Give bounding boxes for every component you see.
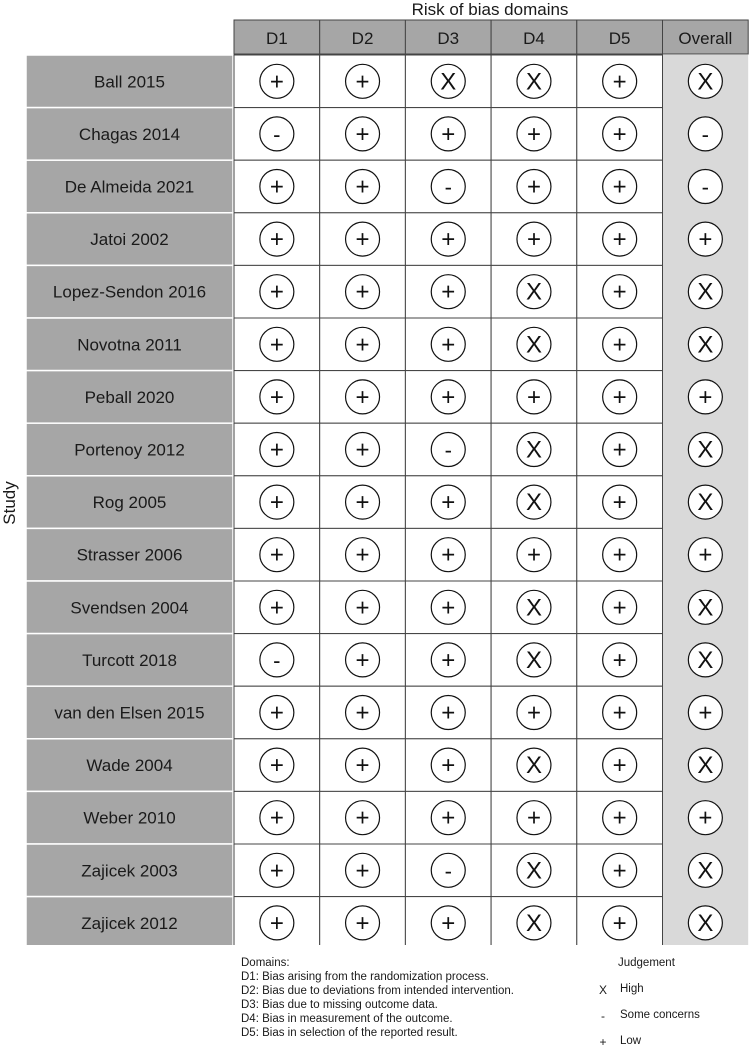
judgement-symbol-d4: X: [525, 331, 542, 359]
judgement-symbol-d3: -: [444, 174, 452, 200]
judgement-symbol-d3: -: [444, 437, 452, 463]
study-name: Strasser 2006: [76, 545, 183, 565]
judgement-symbol-d3: X: [440, 68, 457, 96]
judgement-symbol-overall: +: [698, 804, 713, 832]
study-row-peball-2020: [26, 371, 722, 424]
judgement-symbol-d4: +: [526, 541, 541, 569]
study-row-zajicek-2003: [26, 844, 722, 897]
judgement-symbol-overall: X: [697, 331, 714, 359]
judgement-some-concerns-symbol: -: [601, 1009, 605, 1023]
judgement-symbol-d5: +: [612, 383, 627, 411]
judgement-symbol-d5: +: [612, 909, 627, 937]
study-row-turcott-2018: [26, 634, 722, 687]
judgement-symbol-d4: X: [525, 857, 542, 885]
judgement-low: [596, 1035, 746, 1051]
judgement-symbol-d2: +: [355, 226, 370, 254]
judgement-symbol-overall: +: [698, 226, 713, 254]
judgement-symbol-d4: +: [526, 226, 541, 254]
study-name: Peball 2020: [84, 387, 175, 407]
header-label-d2: D2: [351, 29, 374, 48]
judgement-symbol-d2: +: [355, 331, 370, 359]
judgement-symbol-d1: +: [269, 436, 284, 464]
judgement-symbol-d2: +: [355, 909, 370, 937]
judgement-symbol-overall: X: [697, 436, 714, 464]
judgement-symbol-d4: X: [525, 278, 542, 306]
judgement-symbol-d1: +: [269, 752, 284, 780]
judgement-symbol-d5: +: [612, 68, 627, 96]
study-row-jatoi-2002: [26, 213, 722, 266]
judgement-symbol-d3: +: [441, 489, 456, 517]
judgement-symbol-d5: +: [612, 804, 627, 832]
judgement-symbol-d1: +: [269, 173, 284, 201]
judgement-symbol-d5: +: [612, 699, 627, 727]
domains-legend: [241, 956, 514, 1040]
judgement-symbol-d5: +: [612, 646, 627, 674]
study-row-ball-2015: [26, 55, 722, 108]
judgement-symbol-d3: +: [441, 541, 456, 569]
judgement-symbol-d5: +: [612, 752, 627, 780]
study-rows: [26, 55, 748, 945]
judgement-symbol-overall: X: [697, 594, 714, 622]
judgement-symbol-d5: +: [612, 857, 627, 885]
judgement-symbol-d4: X: [525, 646, 542, 674]
judgement-symbol-d5: +: [612, 594, 627, 622]
study-name: Portenoy 2012: [74, 440, 185, 460]
judgement-symbol-overall: X: [697, 646, 714, 674]
header-label-overall: Overall: [678, 29, 733, 48]
study-row-de-almeida-2021: [26, 160, 722, 213]
study-name: Turcott 2018: [82, 650, 177, 670]
judgement-high-label: High: [620, 983, 644, 995]
judgement-symbol-overall: X: [697, 752, 714, 780]
study-name: Chagas 2014: [78, 124, 181, 144]
study-name: Zajicek 2012: [81, 913, 178, 933]
study-row-zajicek-2012: [26, 897, 722, 945]
study-row-svendsen-2004: [26, 581, 722, 634]
study-row-chagas-2014: [26, 108, 722, 161]
study-name: Wade 2004: [86, 756, 173, 776]
domain-headers: [234, 20, 748, 54]
judgement-symbol-d5: +: [612, 541, 627, 569]
study-name: Lopez-Sendon 2016: [52, 282, 207, 302]
judgement-symbol-d3: +: [441, 804, 456, 832]
judgement-symbol-d1: +: [269, 331, 284, 359]
judgement-symbol-d2: +: [355, 646, 370, 674]
study-row-lopez-sendon-2016: [26, 265, 722, 318]
judgement-symbol-d5: +: [612, 120, 627, 148]
study-row-wade-2004: [26, 739, 722, 792]
study-row-novotna-2011: [26, 318, 722, 371]
judgement-symbol-d3: +: [441, 383, 456, 411]
judgement-symbol-d4: X: [525, 436, 542, 464]
judgement-symbol-d2: +: [355, 541, 370, 569]
judgement-symbol-d2: +: [355, 699, 370, 727]
domains-heading: Domains:: [241, 957, 290, 969]
judgement-symbol-d4: X: [525, 752, 542, 780]
judgement-symbol-d1: +: [269, 68, 284, 96]
judgement-symbol-overall: X: [697, 68, 714, 96]
judgement-symbol-d1: +: [269, 541, 284, 569]
judgement-symbol-d2: +: [355, 436, 370, 464]
judgement-symbol-overall: -: [701, 121, 710, 147]
judgement-symbol-d1: +: [269, 804, 284, 832]
judgement-symbol-d1: +: [269, 278, 284, 306]
judgement-symbol-d3: +: [441, 120, 456, 148]
judgement-symbol-d2: +: [355, 120, 370, 148]
judgement-symbol-d5: +: [612, 226, 627, 254]
judgement-symbol-d1: -: [273, 647, 281, 673]
judgement-symbol-d2: +: [355, 857, 370, 885]
judgement-symbol-overall: X: [697, 489, 714, 517]
domain-desc-d3: D3: Bias due to missing outcome data.: [241, 999, 438, 1011]
study-row-rog-2005: [26, 476, 722, 529]
judgement-symbol-d2: +: [355, 804, 370, 832]
judgement-symbol-d4: X: [525, 68, 542, 96]
judgement-symbol-overall: X: [697, 857, 714, 885]
judgement-symbol-d5: +: [612, 331, 627, 359]
judgement-symbol-overall: -: [701, 174, 710, 200]
study-row-strasser-2006: [26, 528, 722, 581]
judgement-symbol-overall: +: [698, 541, 713, 569]
study-name: Svendsen 2004: [70, 598, 189, 618]
judgement-symbol-d3: +: [441, 278, 456, 306]
judgement-symbol-d3: +: [441, 226, 456, 254]
judgement-symbol-d3: +: [441, 699, 456, 727]
header-label-d3: D3: [437, 29, 460, 48]
domain-desc-d2: D2: Bias due to deviations from intended intervention.: [241, 985, 514, 997]
judgement-symbol-d1: +: [269, 699, 284, 727]
judgement-high-symbol: X: [598, 983, 607, 997]
judgement-high: [596, 983, 746, 999]
study-name: Novotna 2011: [77, 335, 182, 355]
judgement-symbol-overall: X: [697, 278, 714, 306]
study-name: De Almeida 2021: [64, 177, 195, 197]
judgement-symbol-overall: X: [697, 909, 714, 937]
chart-title: Risk of bias domains: [411, 0, 569, 19]
judgement-symbol-d3: +: [441, 594, 456, 622]
judgement-symbol-d1: +: [269, 909, 284, 937]
judgement-symbol-d2: +: [355, 278, 370, 306]
study-row-weber-2010: [26, 791, 722, 844]
judgement-symbol-d1: +: [269, 857, 284, 885]
judgement-symbol-overall: +: [698, 699, 713, 727]
judgement-symbol-d1: +: [269, 594, 284, 622]
judgement-symbol-d4: X: [525, 594, 542, 622]
judgement-symbol-d3: +: [441, 909, 456, 937]
judgement-symbol-d5: +: [612, 489, 627, 517]
judgement-symbol-d3: +: [441, 331, 456, 359]
study-name: Rog 2005: [92, 493, 167, 513]
judgement-low-symbol: +: [599, 1035, 607, 1049]
judgement-symbol-d1: +: [269, 383, 284, 411]
judgement-symbol-d2: +: [355, 68, 370, 96]
domain-desc-d5: D5: Bias in selection of the reported result.: [241, 1027, 458, 1039]
judgement-symbol-d4: +: [526, 804, 541, 832]
judgement-symbol-d3: +: [441, 752, 456, 780]
judgement-symbol-d4: +: [526, 173, 541, 201]
study-row-van-den-elsen-2015: [26, 686, 722, 739]
study-name: van den Elsen 2015: [54, 703, 205, 723]
judgement-some-concerns-label: Some concerns: [620, 1009, 700, 1021]
judgement-some-concerns: [596, 1009, 750, 1025]
study-name: Jatoi 2002: [90, 230, 169, 250]
judgement-symbol-d5: +: [612, 436, 627, 464]
judgement-symbol-d4: +: [526, 383, 541, 411]
judgement-symbol-d4: X: [525, 489, 542, 517]
judgement-heading: Judgement: [618, 957, 675, 969]
judgement-symbol-d4: +: [526, 120, 541, 148]
judgement-symbol-overall: +: [698, 383, 713, 411]
judgement-symbol-d1: +: [269, 226, 284, 254]
judgement-symbol-d2: +: [355, 489, 370, 517]
judgement-symbol-d3: -: [444, 858, 452, 884]
judgement-symbol-d2: +: [355, 173, 370, 201]
study-name: Ball 2015: [94, 72, 165, 92]
judgement-symbol-d2: +: [355, 594, 370, 622]
header-label-d1: D1: [265, 29, 288, 48]
header-label-d4: D4: [523, 29, 545, 48]
judgement-symbol-d2: +: [355, 752, 370, 780]
judgement-symbol-d3: +: [441, 646, 456, 674]
study-name: Zajicek 2003: [81, 861, 178, 881]
y-axis-label: Study: [0, 481, 19, 525]
study-row-portenoy-2012: [26, 423, 722, 476]
judgement-symbol-d2: +: [355, 383, 370, 411]
judgement-symbol-d1: -: [273, 121, 281, 147]
judgement-symbol-d4: +: [526, 699, 541, 727]
domain-desc-d4: D4: Bias in measurement of the outcome.: [241, 1013, 453, 1025]
domain-desc-d1: D1: Bias arising from the randomization process.: [241, 971, 489, 983]
study-name: Weber 2010: [83, 808, 176, 828]
header-label-d5: D5: [608, 29, 631, 48]
judgement-symbol-d4: X: [525, 909, 542, 937]
judgement-symbol-d1: +: [269, 489, 284, 517]
judgement-symbol-d5: +: [612, 278, 627, 306]
judgement-low-label: Low: [620, 1035, 642, 1047]
judgement-symbol-d5: +: [612, 173, 627, 201]
